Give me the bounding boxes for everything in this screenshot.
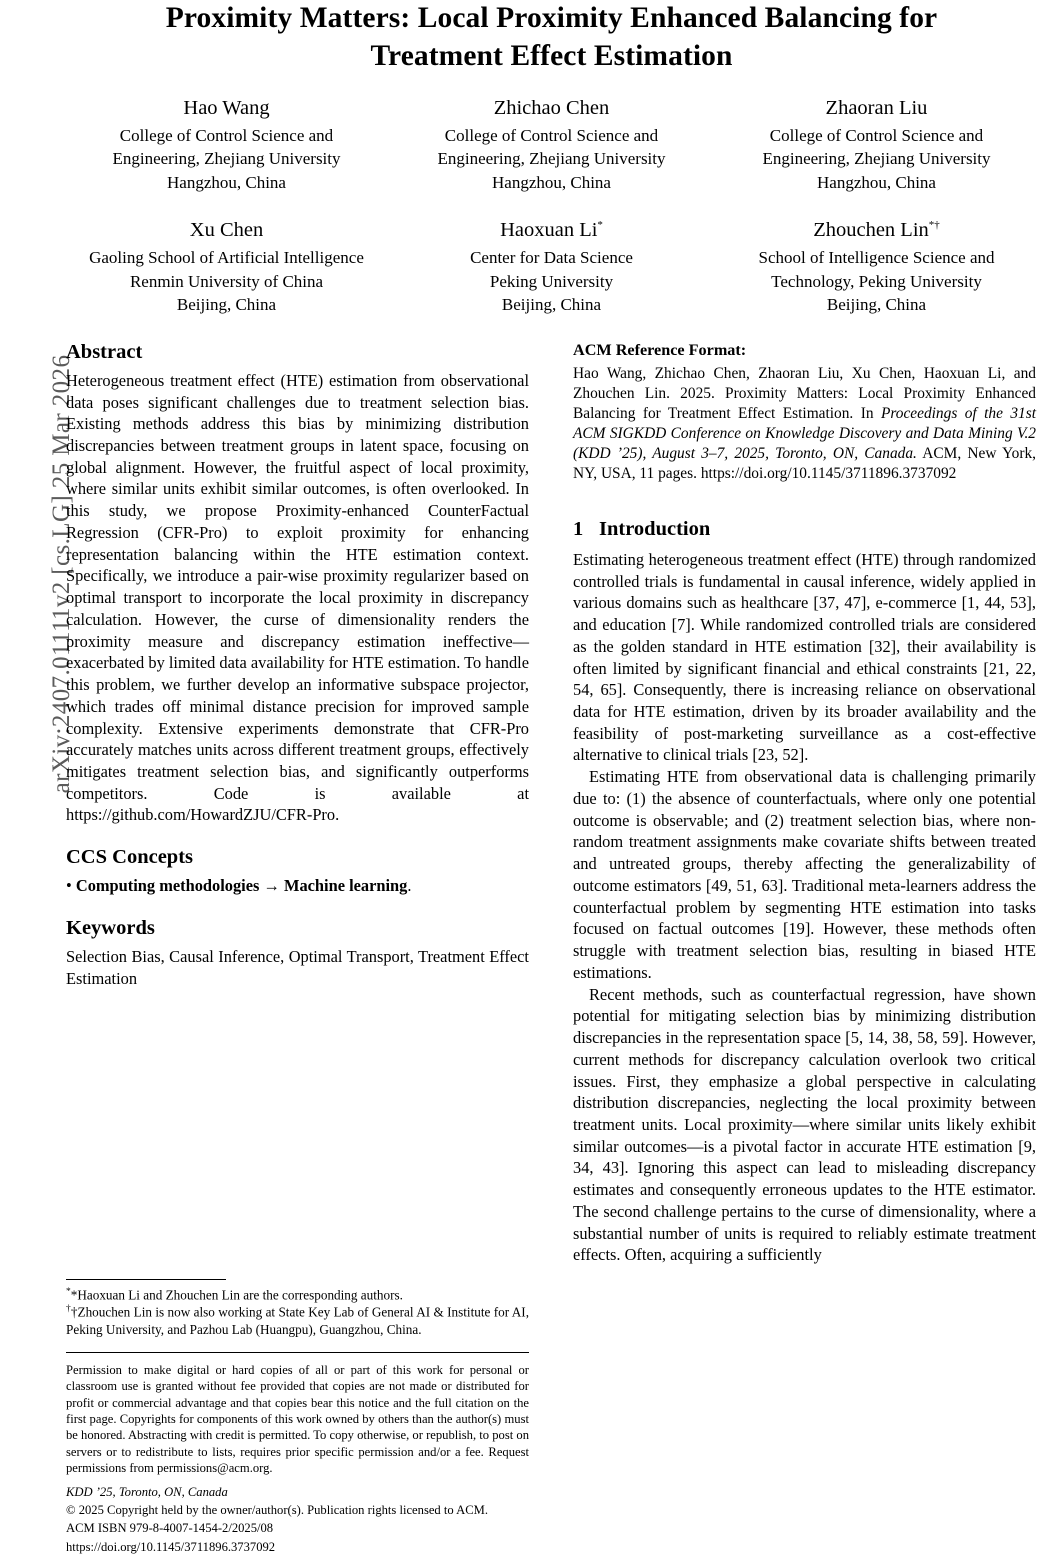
author-name: Zhichao Chen — [493, 96, 610, 119]
author-name-text: Zhouchen Lin — [813, 219, 929, 242]
acm-reference-heading: ACM Reference Format: — [573, 340, 747, 359]
ccs-bullet: • — [66, 876, 72, 896]
body-columns — [66, 340, 1037, 1554]
keywords-text: Selection Bias, Causal Inference, Optimal Transport, Treatment Effect Estimation — [66, 947, 529, 988]
abstract-text: Heterogeneous treatment effect (HTE) estimation from observational data poses significant challenges due to treatment selection bias. Existing methods address this bias by minimizing distribution discrepancies between treatment groups in latent space, focusing on global alignment. However, the fruitful aspect of local proximity, where similar units exhibit similar outcomes, is often overlooked. In this study, we propose Proximity-enhanced CounterFactual Regression (CFR-Pro) to exploit proximity for enhancing representation balancing within the HTE estimation context. Specifically, we introduce a pair-wise proximity regularizer based on optimal transport to incorporate the local proximity in discrepancy calculation. However, the curse of dimensionality renders the proximity measure and discrepancy estimation ineffective—exacerbated by limited data availability for HTE estimation. To handle this problem, we further develop an informative subspace projector, which trades off minimal distance precision for improved sample complexity. Extensive experiments demonstrate that CFR-Pro accurately matches units across different treatment groups, effectively mitigates treatment selection bias, and significantly outperforms competitors. Code is available at https://github.com/HowardZJU/CFR-Pro. — [66, 370, 529, 825]
author-affiliation-line: Gaoling School of Artificial Intelligence — [89, 248, 364, 268]
paper-page — [66, 0, 1037, 1554]
introduction-number: 1 — [573, 517, 584, 540]
ccs-concepts-heading: CCS Concepts — [66, 846, 193, 869]
author-name: Zhaoran Liu — [825, 96, 928, 119]
author-block — [391, 216, 712, 317]
footnote-mark-star: * — [66, 1286, 71, 1297]
author-affiliation-line: Beijing, China — [501, 295, 602, 315]
authors-row-1 — [66, 94, 1037, 195]
footnotes-block — [66, 1279, 529, 1555]
title-line-2: Treatment Effect Estimation — [370, 39, 733, 72]
introduction-paragraph-2: Estimating HTE from observational data is challenging primarily due to: (1) the absence of counterfactuals, where only one potential outcome is observable; and (2) treatment selection bias, where non-random treatment assignments make covariate shifts between treated and untreated groups, thereby affecting the generalizability of outcome estimators [49, 51, 63]. Traditional meta-learners address the counterfactual problem by segmenting HTE estimation into tasks focused on factual outcomes [19]. However, these methods often struggle with treatment selection bias, resulting in biased HTE estimations. — [573, 767, 1036, 982]
footnote-1-text: *Haoxuan Li and Zhouchen Lin are the corresponding authors. — [70, 1287, 403, 1303]
license-doi[interactable]: https://doi.org/10.1145/3711896.3737092 — [66, 1539, 276, 1554]
author-name: Hao Wang — [183, 96, 270, 119]
license-isbn: ACM ISBN 979-8-4007-1454-2/2025/08 — [66, 1521, 274, 1536]
authors-row-2 — [66, 216, 1037, 317]
license-venue: KDD ’25, Toronto, ON, Canada — [66, 1484, 228, 1499]
author-affiliation-line: College of Control Science and — [119, 125, 334, 145]
footnote-mark-dagger: † — [66, 1304, 71, 1315]
author-block — [716, 216, 1037, 317]
introduction-title: Introduction — [599, 517, 711, 540]
introduction-heading — [573, 518, 1036, 541]
author-affiliation-line: Renmin University of China — [129, 271, 324, 291]
keywords-heading: Keywords — [66, 917, 155, 940]
license-block — [66, 1362, 529, 1555]
title-line-1: Proximity Matters: Local Proximity Enhanced Balancing for — [165, 2, 938, 34]
author-name — [716, 216, 1037, 244]
author-affiliation-line: College of Control Science and — [444, 125, 659, 145]
acm-reference-italic: Proceedings of the 31st ACM SIGKDD Conference on Knowledge Discovery and Data Mining V.2 (KDD ’25), August 3–7, 2025, Toronto, ON, Canada. — [573, 404, 1036, 462]
author-affiliation-line: Engineering, Zhejiang University — [437, 149, 666, 169]
author-affiliation-line: Beijing, China — [826, 295, 927, 315]
left-column — [66, 340, 529, 1554]
right-column — [573, 341, 1036, 1266]
introduction-paragraph-1: Estimating heterogeneous treatment effect (HTE) through randomized controlled trials is fundamental in causal inference, widely applied in various domains such as healthcare [37, 47], e-commerce [1, 44, 53], and education [7]. While randomized controlled trials are considered as the golden standard in HTE estimation [32], their availability is often limited by significant financial and ethical constraints [21, 22, 54, 65]. Consequently, there is increasing reliance on observational data for HTE estimation, driven by its broader availability and the feasibility of post-marketing surveillance as a cost-effective alternative to clinical trials [23, 52]. — [573, 549, 1036, 765]
ccs-secondary: Machine learning — [283, 876, 408, 896]
author-name — [391, 216, 712, 244]
author-name-text: Xu Chen — [189, 219, 264, 242]
author-block — [66, 216, 387, 317]
author-block — [66, 94, 387, 195]
license-paragraph: Permission to make digital or hard copies of all or part of this work for personal or classroom use is granted without fee provided that copies are not made or distributed for profit or commercial advantage and that copies bear this notice and the full citation on the first page. Copyrights for components of this work owned by others than the author(s) must be honored. Abstracting with credit is permitted. To copy otherwise, or republish, to post on servers or to redistribute to lists, requires prior specific permission and/or a fee. Request permissions from permissions@acm.org. — [66, 1363, 529, 1476]
author-affiliation-line: Hangzhou, China — [817, 172, 936, 192]
ccs-arrow: → — [263, 876, 280, 896]
author-affiliation-line: Peking University — [489, 271, 614, 291]
arxiv-stamp: arXiv:2407.01111v2 [cs.LG] 25 Mar 2026 — [48, 354, 75, 794]
author-affiliation-line: Hangzhou, China — [167, 172, 286, 192]
author-affiliation-line: Technology, Peking University — [771, 271, 982, 291]
footnote-2-text: †Zhouchen Lin is now also working at State Key Lab of General AI & Institute for AI, Peking University, and Pazhou Lab (Huangpu), Guangzhou, China. — [66, 1304, 529, 1337]
author-footnote-mark: *† — [928, 219, 940, 232]
author-affiliation-line: College of Control Science and — [769, 125, 984, 145]
author-affiliation-line: Beijing, China — [176, 295, 277, 315]
author-affiliation-line: Center for Data Science — [470, 248, 633, 268]
footnote-rule — [66, 1279, 226, 1280]
footnote-1 — [66, 1286, 529, 1304]
author-affiliation-line: Hangzhou, China — [492, 172, 611, 192]
acm-reference-line-1: Hao Wang, Zhichao Chen, Zhaoran Liu, Xu Chen, Haoxuan Li, and Zhouchen Lin. 2025. Proximity Matters: Local Proximity Enhanced Balancing for Treatment Effect Estimation. In — [573, 364, 1036, 422]
author-name-text: Haoxuan Li — [500, 219, 598, 242]
acm-reference-line-2: ACM, New York, NY, USA, 11 pages. https://doi.org/10.1145/3711896.3737092 — [573, 444, 1036, 482]
ccs-primary: Computing methodologies — [75, 876, 260, 896]
introduction-paragraph-3: Recent methods, such as counterfactual regression, have shown potential for mitigating selection bias by minimizing distribution discrepancies in the representation space [5, 14, 38, 58, 59]. However, current methods for discrepancy calculation overlook two critical issues. First, they emphasize a global perspective in calculating distribution discrepancies, neglecting the local proximity between treatment units. Local proximity—where similar units likely exhibit similar outcomes—is a pivotal factor in accurate HTE estimation [9, 34, 43]. Ignoring this aspect can lead to misleading discrepancy estimates and consequently erroneous updates to the HTE estimator. The second challenge pertains to the curse of dimensionality, where a substantial number of units is required to reliably estimate treatment effects. Often, acquiring a sufficiently — [573, 984, 1036, 1265]
author-affiliation-line: Engineering, Zhejiang University — [112, 149, 341, 169]
acm-reference-text — [573, 364, 1036, 484]
footnote-2 — [66, 1303, 529, 1338]
author-name — [66, 216, 387, 244]
license-rule — [66, 1352, 529, 1353]
ccs-concepts-text — [66, 875, 529, 897]
ccs-period: . — [407, 876, 412, 896]
author-footnote-mark: * — [597, 219, 603, 232]
abstract-heading: Abstract — [66, 340, 143, 363]
author-affiliation-line: School of Intelligence Science and — [758, 248, 995, 268]
author-block — [716, 94, 1037, 195]
author-block — [391, 94, 712, 195]
license-copyright: © 2025 Copyright held by the owner/author(s). Publication rights licensed to ACM. — [66, 1502, 488, 1517]
author-affiliation-line: Engineering, Zhejiang University — [762, 149, 991, 169]
page-title — [66, 0, 1037, 76]
